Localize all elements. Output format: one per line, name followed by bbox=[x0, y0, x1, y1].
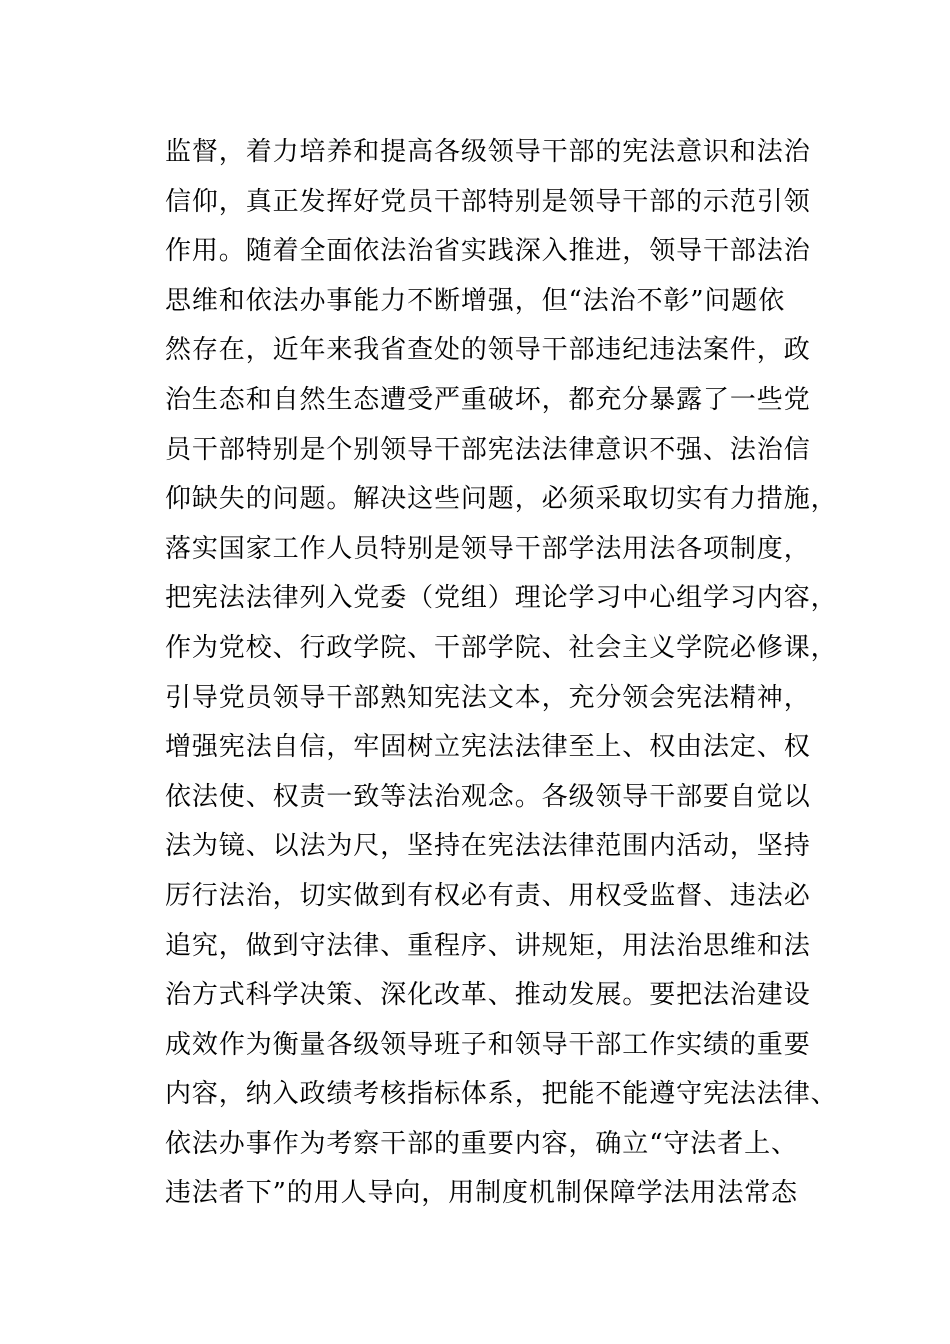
text-line: 依法使、权责一致等法治观念。各级领导干部要自觉以 bbox=[165, 781, 811, 812]
text-line: 成效作为衡量各级领导班子和领导干部工作实绩的重要 bbox=[165, 1029, 811, 1060]
text-line: 监督，着力培养和提高各级领导干部的宪法意识和法治 bbox=[165, 137, 811, 167]
text-line: 引导党员领导干部熟知宪法文本，充分领会宪法精神， bbox=[165, 682, 811, 713]
text-line: 厉行法治，切实做到有权必有责、用权受监督、违法必 bbox=[165, 880, 811, 911]
text-line: 仰缺失的问题。解决这些问题，必须采取切实有力措施， bbox=[165, 484, 838, 515]
text-line: 法为镜、以法为尺，坚持在宪法法律范围内活动，坚持 bbox=[165, 831, 811, 862]
text-line: 作用。随着全面依法治省实践深入推进，领导干部法治 bbox=[165, 236, 811, 267]
text-line: 思维和依法办事能力不断增强，但“法治不彰”问题依 bbox=[165, 285, 786, 316]
text-line: 违法者下”的用人导向，用制度机制保障学法用法常态 bbox=[165, 1178, 798, 1209]
text-line: 把宪法法律列入党委（党组）理论学习中心组学习内容， bbox=[165, 583, 838, 614]
text-line: 员干部特别是个别领导干部宪法法律意识不强、法治信 bbox=[165, 434, 811, 465]
text-line: 追究，做到守法律、重程序、讲规矩，用法治思维和法 bbox=[165, 930, 811, 961]
body-text bbox=[165, 128, 838, 1219]
text-line: 信仰，真正发挥好党员干部特别是领导干部的示范引领 bbox=[165, 186, 811, 217]
text-line: 然存在，近年来我省查处的领导干部违纪违法案件，政 bbox=[165, 335, 811, 366]
text-line: 治方式科学决策、深化改革、推动发展。要把法治建设 bbox=[165, 980, 811, 1011]
text-line: 依法办事作为考察干部的重要内容，确立“守法者上、 bbox=[165, 1128, 798, 1159]
text-line: 作为党校、行政学院、干部学院、社会主义学院必修课， bbox=[165, 632, 838, 663]
text-line: 治生态和自然生态遭受严重破坏，都充分暴露了一些党 bbox=[165, 384, 811, 415]
text-line: 内容，纳入政绩考核指标体系，把能不能遵守宪法法律、 bbox=[165, 1079, 838, 1110]
text-line: 增强宪法自信，牢固树立宪法法律至上、权由法定、权 bbox=[165, 732, 811, 763]
text-line: 落实国家工作人员特别是领导干部学法用法各项制度， bbox=[165, 533, 811, 564]
